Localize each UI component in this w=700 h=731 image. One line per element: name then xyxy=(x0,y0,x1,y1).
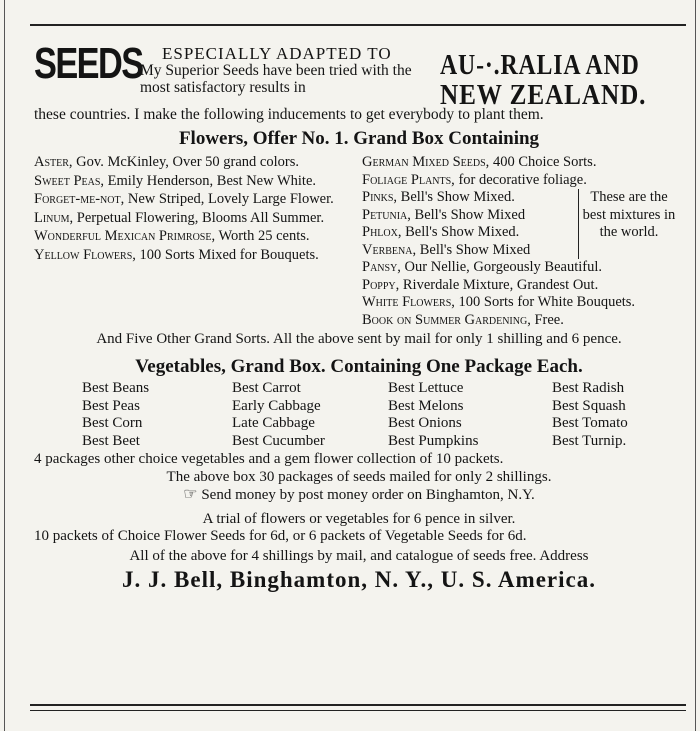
vegetable-item: Best Turnip. xyxy=(552,432,627,449)
flower-item: Yellow Flowers, 100 Sorts Mixed for Bouquets. xyxy=(34,246,319,263)
vegetables-line-1: 4 packages other choice vegetables and a gem flower collection of 10 packets. xyxy=(34,451,504,467)
bottom-border xyxy=(30,704,686,706)
right-page-rule xyxy=(695,0,696,731)
vegetables-grid xyxy=(82,380,684,450)
new-zealand-heading: NEW ZEALAND. xyxy=(440,80,647,111)
trial-offer: A trial of flowers or vegetables for 6 pence in silver. xyxy=(202,510,516,527)
vegetable-item: Best Lettuce xyxy=(388,380,464,396)
vegetables-title: Vegetables, Grand Box. Containing One Package Each. xyxy=(135,356,583,377)
seed-advertisement xyxy=(34,36,684,593)
especially-adapted: ESPECIALLY ADAPTED TO xyxy=(162,44,392,63)
top-border xyxy=(30,24,686,26)
flower-item: Aster, Gov. McKinley, Over 50 grand colors. xyxy=(34,154,299,170)
vegetable-item: Best Cucumber xyxy=(232,432,325,449)
flowers-footer: And Five Other Grand Sorts. All the above sent by mail for only 1 shilling and 6 pence. xyxy=(96,331,622,347)
pointing-hand-icon: ☞ xyxy=(183,486,198,503)
inducements-line: these countries. I make the following inducements to get everybody to plant them. xyxy=(34,106,544,123)
vegetable-item: Best Corn xyxy=(82,415,143,431)
flower-item: Sweet Peas, Emily Henderson, Best New White. xyxy=(34,172,317,189)
flower-item: Phlox, Bell's Show Mixed. xyxy=(362,224,520,240)
vegetable-item: Best Pumpkins xyxy=(388,432,479,449)
seeds-heading: SEEDS xyxy=(34,39,143,88)
flower-item: Book on Summer Gardening, Free. xyxy=(362,311,564,328)
money-order-line xyxy=(34,486,684,505)
flower-item: Forget-me-not, New Striped, Lovely Large Flower. xyxy=(34,191,334,207)
flowers-columns xyxy=(34,154,684,329)
flowers-left-column xyxy=(34,154,348,329)
vegetable-item: Best Tomato xyxy=(552,415,628,431)
flower-item: Pinks, Bell's Show Mixed. xyxy=(362,189,515,205)
flower-item: Poppy, Riverdale Mixture, Grandest Out. xyxy=(362,276,599,293)
vegetable-item: Best Squash xyxy=(552,397,626,414)
superior-seeds-text: My Superior Seeds have been tried with the most satisfactory results in xyxy=(140,62,412,96)
flowers-right-column xyxy=(362,154,684,329)
vegetable-item: Late Cabbage xyxy=(232,415,315,431)
money-order-text: Send money by post money order on Binghamton, N.Y. xyxy=(201,487,535,503)
vegetable-item: Best Beet xyxy=(82,432,140,449)
flower-item: White Flowers, 100 Sorts for White Bouquets. xyxy=(362,294,636,310)
bottom-border-thin xyxy=(30,710,686,711)
address-line: J. J. Bell, Binghamton, N. Y., U. S. America. xyxy=(122,567,596,592)
vegetable-item: Best Peas xyxy=(82,397,140,414)
vegetable-item: Best Onions xyxy=(388,415,462,431)
flower-item: Wonderful Mexican Primrose, Worth 25 cents. xyxy=(34,228,310,244)
all-offer: All of the above for 4 shillings by mail, and catalogue of seeds free. Address xyxy=(129,547,589,564)
bells-mixed-group xyxy=(362,189,684,259)
flower-item: Pansy, Our Nellie, Gorgeously Beautiful. xyxy=(362,259,603,275)
bells-mixed-items xyxy=(362,189,579,259)
vegetable-item: Best Radish xyxy=(552,380,625,396)
vegetable-item: Best Carrot xyxy=(232,380,301,396)
flower-item: Linum, Perpetual Flowering, Blooms All Summer. xyxy=(34,209,325,226)
vegetables-line-2: The above box 30 packages of seeds mailed for only 2 shillings. xyxy=(166,468,552,485)
packets-offer: 10 packets of Choice Flower Seeds for 6d, or 6 packets of Vegetable Seeds for 6d. xyxy=(34,528,527,544)
best-mixtures-note: These are the best mixtures in the world. xyxy=(582,189,676,240)
flower-item: Petunia, Bell's Show Mixed xyxy=(362,206,526,223)
australia-heading: AU-·.RALIA AND xyxy=(440,50,640,81)
ad-header xyxy=(34,36,684,123)
vegetable-item: Best Beans xyxy=(82,380,150,396)
left-page-rule xyxy=(4,0,5,731)
flowers-title: Flowers, Offer No. 1. Grand Box Containing xyxy=(178,128,540,149)
flower-item: Verbena, Bell's Show Mixed xyxy=(362,241,531,258)
vegetable-item: Early Cabbage xyxy=(232,397,321,414)
vegetable-item: Best Melons xyxy=(388,397,464,414)
flower-item: German Mixed Seeds, 400 Choice Sorts. xyxy=(362,154,597,170)
flower-item: Foliage Plants, for decorative foliage. xyxy=(362,171,587,188)
